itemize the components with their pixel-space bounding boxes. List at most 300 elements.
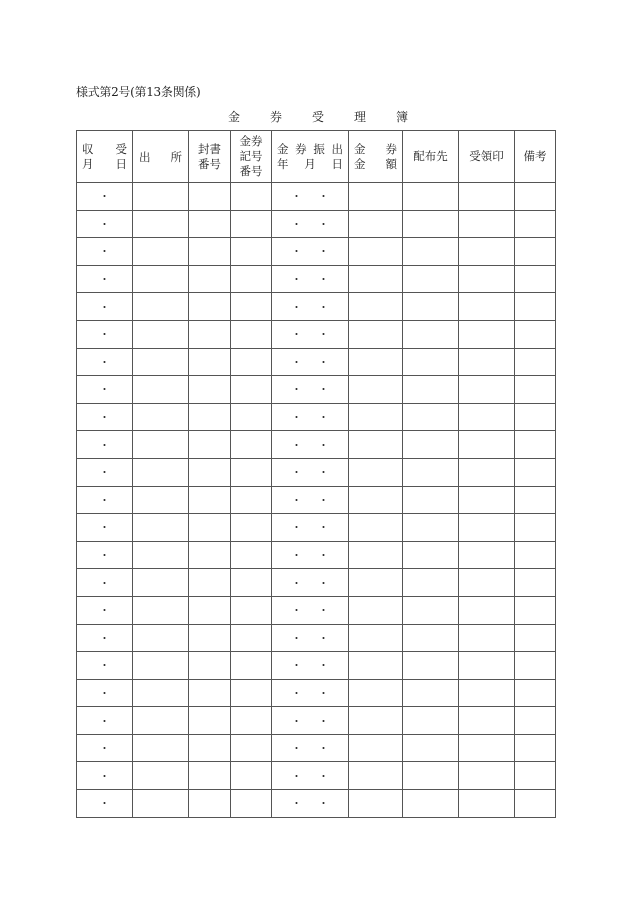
cell-received-date[interactable] bbox=[77, 541, 133, 569]
cell-voucher-code-number[interactable] bbox=[231, 458, 272, 486]
cell-voucher-issue-date[interactable] bbox=[272, 514, 349, 542]
cell-voucher-issue-date[interactable] bbox=[272, 624, 349, 652]
cell-distribution[interactable] bbox=[403, 762, 459, 790]
cell-voucher-issue-date[interactable] bbox=[272, 790, 349, 818]
cell-source[interactable] bbox=[133, 403, 189, 431]
table-row bbox=[77, 238, 556, 266]
document-title bbox=[228, 108, 408, 125]
date-separator: ・ bbox=[291, 300, 302, 314]
date-separator: ・ bbox=[291, 797, 302, 811]
cell-voucher-code-number[interactable] bbox=[231, 790, 272, 818]
date-separator: ・ bbox=[99, 604, 110, 618]
cell-voucher-amount[interactable] bbox=[349, 514, 403, 542]
cell-source[interactable] bbox=[133, 569, 189, 597]
cell-voucher-amount[interactable] bbox=[349, 486, 403, 514]
cell-receipt-seal[interactable] bbox=[459, 569, 515, 597]
cell-remarks[interactable] bbox=[515, 265, 556, 293]
cell-receipt-seal[interactable] bbox=[459, 541, 515, 569]
table-row bbox=[77, 376, 556, 404]
date-separator: ・ bbox=[291, 604, 302, 618]
cell-remarks[interactable] bbox=[515, 210, 556, 238]
cell-voucher-code-number[interactable] bbox=[231, 210, 272, 238]
date-separator: ・ bbox=[99, 769, 110, 783]
date-separator: ・ bbox=[99, 328, 110, 342]
cell-distribution[interactable] bbox=[403, 210, 459, 238]
cell-envelope-number[interactable] bbox=[189, 238, 231, 266]
cell-receipt-seal[interactable] bbox=[459, 790, 515, 818]
date-separator: ・ bbox=[318, 742, 329, 756]
cell-envelope-number[interactable] bbox=[189, 679, 231, 707]
date-separator: ・ bbox=[318, 411, 329, 425]
cell-source[interactable] bbox=[133, 486, 189, 514]
table-row bbox=[77, 458, 556, 486]
cell-distribution[interactable] bbox=[403, 320, 459, 348]
cell-source[interactable] bbox=[133, 596, 189, 624]
date-separator: ・ bbox=[291, 273, 302, 287]
cell-voucher-amount[interactable] bbox=[349, 541, 403, 569]
cell-remarks[interactable] bbox=[515, 293, 556, 321]
cell-received-date[interactable] bbox=[77, 348, 133, 376]
title-char: 理 bbox=[353, 110, 366, 124]
date-separator: ・ bbox=[99, 493, 110, 507]
cell-voucher-code-number[interactable] bbox=[231, 486, 272, 514]
cell-voucher-amount[interactable] bbox=[349, 458, 403, 486]
cell-received-date[interactable] bbox=[77, 679, 133, 707]
cell-envelope-number[interactable] bbox=[189, 486, 231, 514]
cell-voucher-amount[interactable] bbox=[349, 431, 403, 459]
cell-received-date[interactable] bbox=[77, 320, 133, 348]
cell-envelope-number[interactable] bbox=[189, 403, 231, 431]
cell-receipt-seal[interactable] bbox=[459, 624, 515, 652]
cell-receipt-seal[interactable] bbox=[459, 293, 515, 321]
cell-voucher-code-number[interactable] bbox=[231, 569, 272, 597]
date-separator: ・ bbox=[291, 769, 302, 783]
cell-remarks[interactable] bbox=[515, 734, 556, 762]
cell-voucher-issue-date[interactable] bbox=[272, 293, 349, 321]
cell-distribution[interactable] bbox=[403, 403, 459, 431]
cell-voucher-code-number[interactable] bbox=[231, 652, 272, 680]
header-voucher-code-number: 金券 記号 番号 bbox=[231, 131, 272, 183]
cell-received-date[interactable] bbox=[77, 596, 133, 624]
cell-received-date[interactable] bbox=[77, 238, 133, 266]
cell-voucher-issue-date[interactable] bbox=[272, 707, 349, 735]
date-separator: ・ bbox=[291, 245, 302, 259]
cell-envelope-number[interactable] bbox=[189, 624, 231, 652]
date-separator: ・ bbox=[318, 576, 329, 590]
cell-receipt-seal[interactable] bbox=[459, 348, 515, 376]
cell-envelope-number[interactable] bbox=[189, 514, 231, 542]
cell-source[interactable] bbox=[133, 320, 189, 348]
date-separator: ・ bbox=[318, 355, 329, 369]
cell-voucher-amount[interactable] bbox=[349, 624, 403, 652]
date-separator: ・ bbox=[318, 300, 329, 314]
cell-voucher-amount[interactable] bbox=[349, 596, 403, 624]
date-separator: ・ bbox=[99, 742, 110, 756]
title-char: 簿 bbox=[395, 110, 408, 124]
cell-remarks[interactable] bbox=[515, 790, 556, 818]
header-received-date: 収 受 月 日 bbox=[77, 131, 133, 183]
cell-received-date[interactable] bbox=[77, 431, 133, 459]
cell-received-date[interactable] bbox=[77, 403, 133, 431]
date-separator: ・ bbox=[318, 383, 329, 397]
cell-received-date[interactable] bbox=[77, 624, 133, 652]
cell-remarks[interactable] bbox=[515, 652, 556, 680]
cell-remarks[interactable] bbox=[515, 596, 556, 624]
cell-source[interactable] bbox=[133, 210, 189, 238]
cell-source[interactable] bbox=[133, 376, 189, 404]
date-separator: ・ bbox=[99, 383, 110, 397]
cell-received-date[interactable] bbox=[77, 514, 133, 542]
cell-received-date[interactable] bbox=[77, 652, 133, 680]
cell-source[interactable] bbox=[133, 652, 189, 680]
cell-receipt-seal[interactable] bbox=[459, 707, 515, 735]
cell-received-date[interactable] bbox=[77, 376, 133, 404]
cell-received-date[interactable] bbox=[77, 734, 133, 762]
title-char: 券 bbox=[269, 110, 282, 124]
cell-envelope-number[interactable] bbox=[189, 265, 231, 293]
date-separator: ・ bbox=[291, 328, 302, 342]
date-separator: ・ bbox=[318, 549, 329, 563]
cell-receipt-seal[interactable] bbox=[459, 734, 515, 762]
table-row bbox=[77, 265, 556, 293]
cell-voucher-issue-date[interactable] bbox=[272, 734, 349, 762]
cell-source[interactable] bbox=[133, 679, 189, 707]
cell-voucher-issue-date[interactable] bbox=[272, 652, 349, 680]
cell-voucher-code-number[interactable] bbox=[231, 348, 272, 376]
cell-received-date[interactable] bbox=[77, 486, 133, 514]
cell-voucher-issue-date[interactable] bbox=[272, 679, 349, 707]
form-label: 様式第2号(第13条関係) bbox=[76, 85, 201, 99]
cell-received-date[interactable] bbox=[77, 762, 133, 790]
cell-remarks[interactable] bbox=[515, 431, 556, 459]
cell-distribution[interactable] bbox=[403, 790, 459, 818]
cell-envelope-number[interactable] bbox=[189, 596, 231, 624]
header-distribution: 配布先 bbox=[403, 131, 459, 183]
cell-source[interactable] bbox=[133, 458, 189, 486]
cell-voucher-amount[interactable] bbox=[349, 707, 403, 735]
cell-remarks[interactable] bbox=[515, 458, 556, 486]
cell-distribution[interactable] bbox=[403, 569, 459, 597]
cell-voucher-issue-date[interactable] bbox=[272, 541, 349, 569]
cell-distribution[interactable] bbox=[403, 707, 459, 735]
cell-remarks[interactable] bbox=[515, 679, 556, 707]
cell-voucher-issue-date[interactable] bbox=[272, 596, 349, 624]
cell-source[interactable] bbox=[133, 348, 189, 376]
cell-source[interactable] bbox=[133, 541, 189, 569]
cell-distribution[interactable] bbox=[403, 734, 459, 762]
date-separator: ・ bbox=[99, 631, 110, 645]
cell-receipt-seal[interactable] bbox=[459, 183, 515, 211]
cell-remarks[interactable] bbox=[515, 183, 556, 211]
cell-voucher-amount[interactable] bbox=[349, 376, 403, 404]
cell-distribution[interactable] bbox=[403, 596, 459, 624]
date-separator: ・ bbox=[318, 631, 329, 645]
cell-voucher-code-number[interactable] bbox=[231, 679, 272, 707]
cell-voucher-code-number[interactable] bbox=[231, 376, 272, 404]
cell-received-date[interactable] bbox=[77, 458, 133, 486]
cell-distribution[interactable] bbox=[403, 652, 459, 680]
cell-envelope-number[interactable] bbox=[189, 652, 231, 680]
cell-distribution[interactable] bbox=[403, 624, 459, 652]
cell-source[interactable] bbox=[133, 734, 189, 762]
header-voucher-issue-date: 金 券 振 出 年 月 日 bbox=[272, 131, 349, 183]
table-row bbox=[77, 514, 556, 542]
cell-received-date[interactable] bbox=[77, 293, 133, 321]
table-row bbox=[77, 348, 556, 376]
date-separator: ・ bbox=[99, 659, 110, 673]
date-separator: ・ bbox=[318, 604, 329, 618]
cell-received-date[interactable] bbox=[77, 265, 133, 293]
date-separator: ・ bbox=[99, 549, 110, 563]
cell-envelope-number[interactable] bbox=[189, 431, 231, 459]
cell-voucher-code-number[interactable] bbox=[231, 541, 272, 569]
cell-source[interactable] bbox=[133, 183, 189, 211]
date-separator: ・ bbox=[318, 217, 329, 231]
date-separator: ・ bbox=[291, 659, 302, 673]
cell-envelope-number[interactable] bbox=[189, 320, 231, 348]
table-row bbox=[77, 403, 556, 431]
cell-voucher-amount[interactable] bbox=[349, 652, 403, 680]
cell-distribution[interactable] bbox=[403, 183, 459, 211]
table-row bbox=[77, 569, 556, 597]
cell-voucher-amount[interactable] bbox=[349, 403, 403, 431]
date-separator: ・ bbox=[99, 190, 110, 204]
cell-voucher-issue-date[interactable] bbox=[272, 376, 349, 404]
cell-receipt-seal[interactable] bbox=[459, 403, 515, 431]
header-receipt-seal: 受領印 bbox=[459, 131, 515, 183]
cell-distribution[interactable] bbox=[403, 458, 459, 486]
date-separator: ・ bbox=[318, 521, 329, 535]
cell-source[interactable] bbox=[133, 762, 189, 790]
table-row bbox=[77, 762, 556, 790]
cell-envelope-number[interactable] bbox=[189, 376, 231, 404]
table-row bbox=[77, 486, 556, 514]
cell-source[interactable] bbox=[133, 265, 189, 293]
table-row bbox=[77, 652, 556, 680]
cell-voucher-amount[interactable] bbox=[349, 569, 403, 597]
cell-receipt-seal[interactable] bbox=[459, 458, 515, 486]
cell-receipt-seal[interactable] bbox=[459, 762, 515, 790]
cell-receipt-seal[interactable] bbox=[459, 514, 515, 542]
date-separator: ・ bbox=[291, 742, 302, 756]
date-separator: ・ bbox=[291, 466, 302, 480]
cell-voucher-issue-date[interactable] bbox=[272, 403, 349, 431]
cell-distribution[interactable] bbox=[403, 431, 459, 459]
cell-remarks[interactable] bbox=[515, 514, 556, 542]
cell-received-date[interactable] bbox=[77, 790, 133, 818]
cell-voucher-amount[interactable] bbox=[349, 734, 403, 762]
cell-remarks[interactable] bbox=[515, 541, 556, 569]
cell-received-date[interactable] bbox=[77, 569, 133, 597]
cell-receipt-seal[interactable] bbox=[459, 238, 515, 266]
cell-voucher-code-number[interactable] bbox=[231, 265, 272, 293]
cell-remarks[interactable] bbox=[515, 403, 556, 431]
table-row bbox=[77, 707, 556, 735]
cell-distribution[interactable] bbox=[403, 679, 459, 707]
cell-remarks[interactable] bbox=[515, 569, 556, 597]
cell-remarks[interactable] bbox=[515, 762, 556, 790]
cell-voucher-issue-date[interactable] bbox=[272, 458, 349, 486]
cell-remarks[interactable] bbox=[515, 486, 556, 514]
date-separator: ・ bbox=[291, 383, 302, 397]
cell-distribution[interactable] bbox=[403, 376, 459, 404]
header-remarks: 備考 bbox=[515, 131, 556, 183]
cell-remarks[interactable] bbox=[515, 348, 556, 376]
cell-voucher-code-number[interactable] bbox=[231, 596, 272, 624]
date-separator: ・ bbox=[318, 328, 329, 342]
cell-voucher-code-number[interactable] bbox=[231, 762, 272, 790]
cell-received-date[interactable] bbox=[77, 707, 133, 735]
cell-envelope-number[interactable] bbox=[189, 210, 231, 238]
cell-source[interactable] bbox=[133, 707, 189, 735]
date-separator: ・ bbox=[99, 355, 110, 369]
cell-source[interactable] bbox=[133, 293, 189, 321]
cell-distribution[interactable] bbox=[403, 348, 459, 376]
date-separator: ・ bbox=[99, 300, 110, 314]
date-separator: ・ bbox=[99, 521, 110, 535]
date-separator: ・ bbox=[99, 273, 110, 287]
cell-voucher-code-number[interactable] bbox=[231, 707, 272, 735]
cell-voucher-issue-date[interactable] bbox=[272, 348, 349, 376]
cell-receipt-seal[interactable] bbox=[459, 376, 515, 404]
cell-voucher-code-number[interactable] bbox=[231, 431, 272, 459]
date-separator: ・ bbox=[99, 438, 110, 452]
date-separator: ・ bbox=[318, 714, 329, 728]
cell-voucher-code-number[interactable] bbox=[231, 238, 272, 266]
cell-voucher-code-number[interactable] bbox=[231, 514, 272, 542]
cell-distribution[interactable] bbox=[403, 265, 459, 293]
cell-voucher-amount[interactable] bbox=[349, 265, 403, 293]
date-separator: ・ bbox=[318, 797, 329, 811]
cell-voucher-issue-date[interactable] bbox=[272, 183, 349, 211]
date-separator: ・ bbox=[99, 217, 110, 231]
date-separator: ・ bbox=[291, 686, 302, 700]
date-separator: ・ bbox=[99, 466, 110, 480]
header-source: 出 所 bbox=[133, 131, 189, 183]
cell-distribution[interactable] bbox=[403, 541, 459, 569]
cell-voucher-amount[interactable] bbox=[349, 679, 403, 707]
cell-voucher-issue-date[interactable] bbox=[272, 238, 349, 266]
cell-voucher-issue-date[interactable] bbox=[272, 762, 349, 790]
cell-receipt-seal[interactable] bbox=[459, 486, 515, 514]
cell-remarks[interactable] bbox=[515, 320, 556, 348]
table-row bbox=[77, 596, 556, 624]
date-separator: ・ bbox=[318, 438, 329, 452]
date-separator: ・ bbox=[318, 190, 329, 204]
cell-voucher-amount[interactable] bbox=[349, 790, 403, 818]
voucher-ledger-table bbox=[76, 130, 556, 818]
cell-source[interactable] bbox=[133, 514, 189, 542]
table-row bbox=[77, 431, 556, 459]
cell-voucher-amount[interactable] bbox=[349, 183, 403, 211]
cell-envelope-number[interactable] bbox=[189, 183, 231, 211]
cell-voucher-code-number[interactable] bbox=[231, 734, 272, 762]
cell-remarks[interactable] bbox=[515, 238, 556, 266]
cell-envelope-number[interactable] bbox=[189, 762, 231, 790]
table-row bbox=[77, 183, 556, 211]
table-row bbox=[77, 210, 556, 238]
date-separator: ・ bbox=[318, 245, 329, 259]
cell-envelope-number[interactable] bbox=[189, 707, 231, 735]
date-separator: ・ bbox=[318, 769, 329, 783]
cell-source[interactable] bbox=[133, 431, 189, 459]
cell-voucher-amount[interactable] bbox=[349, 238, 403, 266]
cell-envelope-number[interactable] bbox=[189, 293, 231, 321]
date-separator: ・ bbox=[291, 411, 302, 425]
cell-distribution[interactable] bbox=[403, 486, 459, 514]
cell-distribution[interactable] bbox=[403, 514, 459, 542]
cell-receipt-seal[interactable] bbox=[459, 652, 515, 680]
date-separator: ・ bbox=[291, 190, 302, 204]
cell-receipt-seal[interactable] bbox=[459, 210, 515, 238]
cell-voucher-code-number[interactable] bbox=[231, 183, 272, 211]
title-char: 金 bbox=[228, 110, 241, 124]
cell-receipt-seal[interactable] bbox=[459, 431, 515, 459]
cell-voucher-amount[interactable] bbox=[349, 348, 403, 376]
cell-voucher-amount[interactable] bbox=[349, 762, 403, 790]
cell-envelope-number[interactable] bbox=[189, 541, 231, 569]
title-char: 受 bbox=[311, 110, 324, 124]
cell-remarks[interactable] bbox=[515, 376, 556, 404]
cell-voucher-issue-date[interactable] bbox=[272, 265, 349, 293]
cell-receipt-seal[interactable] bbox=[459, 596, 515, 624]
table-row bbox=[77, 541, 556, 569]
cell-voucher-code-number[interactable] bbox=[231, 624, 272, 652]
cell-envelope-number[interactable] bbox=[189, 734, 231, 762]
cell-envelope-number[interactable] bbox=[189, 569, 231, 597]
cell-remarks[interactable] bbox=[515, 707, 556, 735]
cell-envelope-number[interactable] bbox=[189, 348, 231, 376]
cell-voucher-amount[interactable] bbox=[349, 320, 403, 348]
cell-source[interactable] bbox=[133, 624, 189, 652]
cell-receipt-seal[interactable] bbox=[459, 265, 515, 293]
cell-remarks[interactable] bbox=[515, 624, 556, 652]
header-row bbox=[77, 131, 556, 183]
cell-received-date[interactable] bbox=[77, 210, 133, 238]
date-separator: ・ bbox=[318, 659, 329, 673]
cell-voucher-code-number[interactable] bbox=[231, 293, 272, 321]
cell-receipt-seal[interactable] bbox=[459, 679, 515, 707]
date-separator: ・ bbox=[99, 686, 110, 700]
cell-voucher-code-number[interactable] bbox=[231, 320, 272, 348]
date-separator: ・ bbox=[291, 631, 302, 645]
cell-envelope-number[interactable] bbox=[189, 790, 231, 818]
cell-voucher-issue-date[interactable] bbox=[272, 320, 349, 348]
cell-voucher-amount[interactable] bbox=[349, 293, 403, 321]
date-separator: ・ bbox=[318, 686, 329, 700]
cell-receipt-seal[interactable] bbox=[459, 320, 515, 348]
cell-distribution[interactable] bbox=[403, 293, 459, 321]
date-separator: ・ bbox=[99, 245, 110, 259]
cell-received-date[interactable] bbox=[77, 183, 133, 211]
date-separator: ・ bbox=[291, 576, 302, 590]
cell-source[interactable] bbox=[133, 790, 189, 818]
cell-voucher-issue-date[interactable] bbox=[272, 431, 349, 459]
cell-voucher-issue-date[interactable] bbox=[272, 569, 349, 597]
date-separator: ・ bbox=[291, 217, 302, 231]
cell-envelope-number[interactable] bbox=[189, 458, 231, 486]
date-separator: ・ bbox=[291, 521, 302, 535]
cell-voucher-amount[interactable] bbox=[349, 210, 403, 238]
cell-voucher-code-number[interactable] bbox=[231, 403, 272, 431]
cell-voucher-issue-date[interactable] bbox=[272, 486, 349, 514]
table-row bbox=[77, 790, 556, 818]
date-separator: ・ bbox=[291, 714, 302, 728]
cell-voucher-issue-date[interactable] bbox=[272, 210, 349, 238]
cell-distribution[interactable] bbox=[403, 238, 459, 266]
table-row bbox=[77, 320, 556, 348]
cell-source[interactable] bbox=[133, 238, 189, 266]
